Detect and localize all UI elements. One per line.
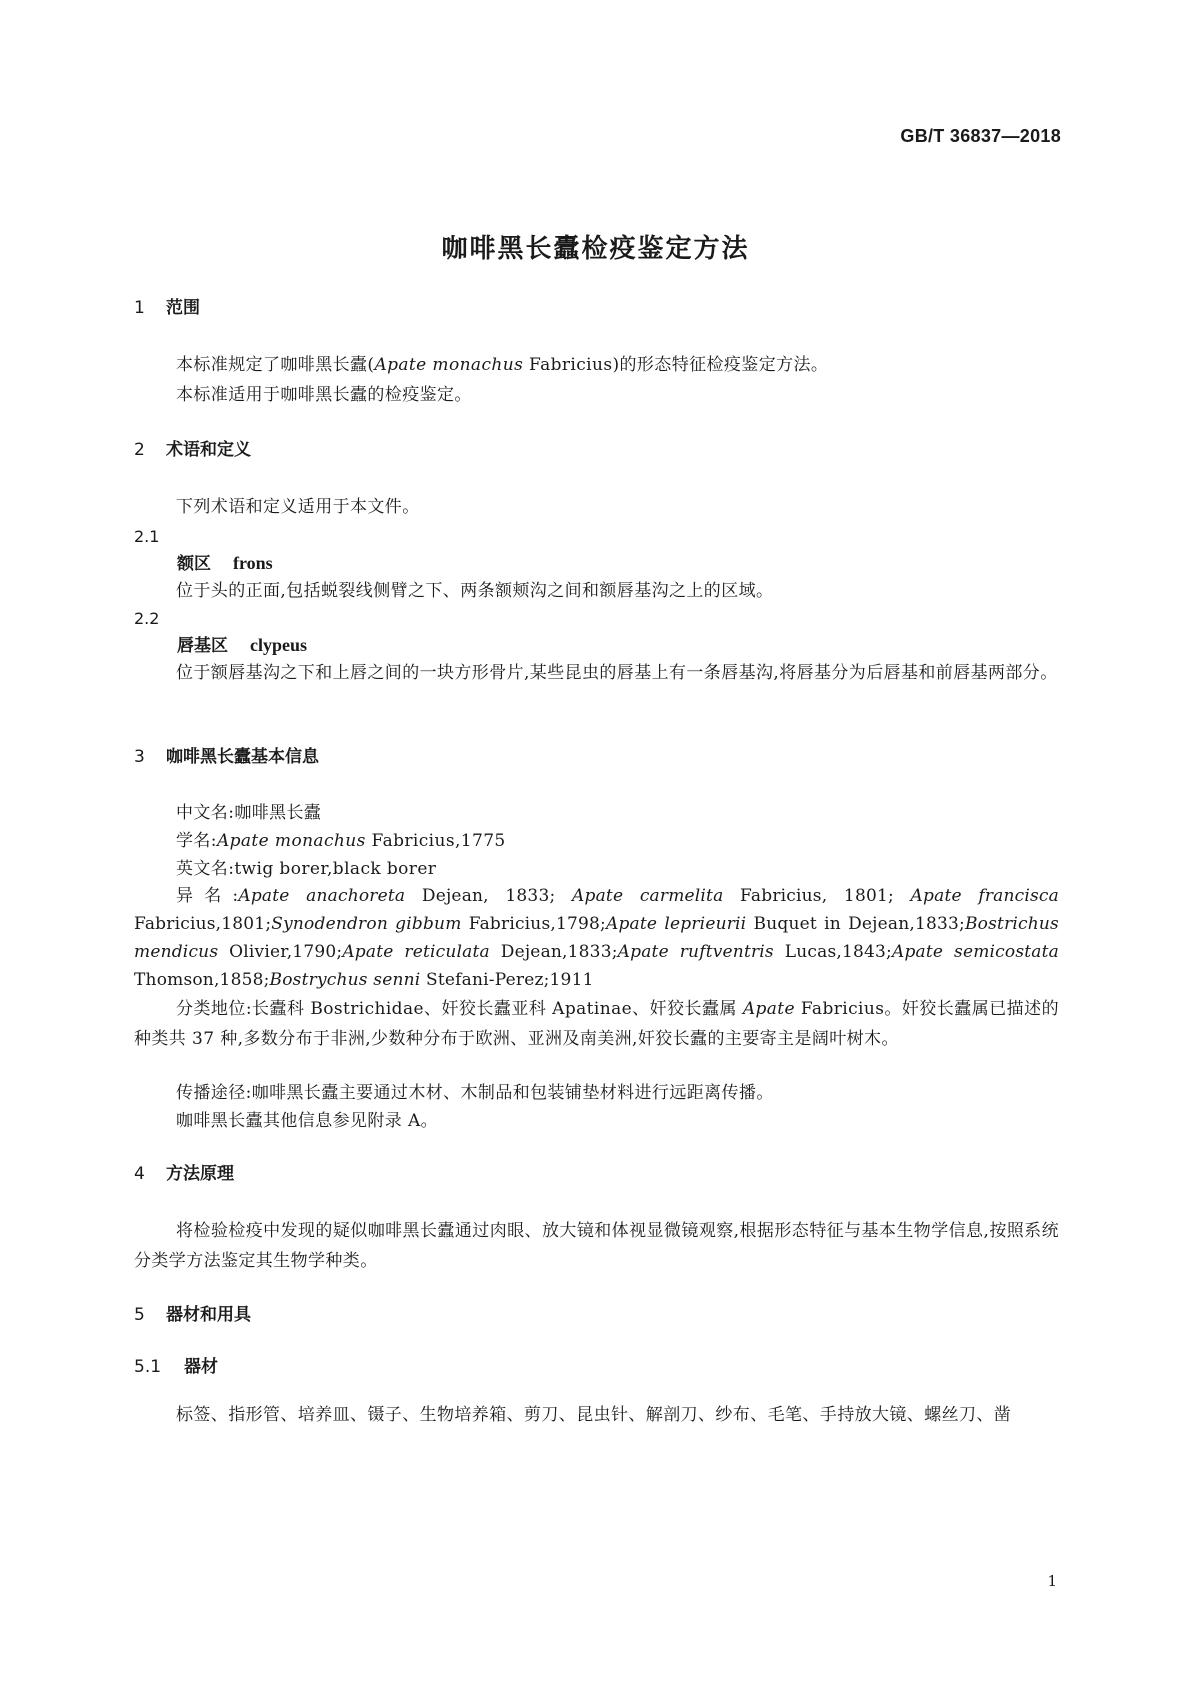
scope-paragraph-1: 本标准规定了咖啡黑长蠹(Apate monachus Fabricius)的形态特征检疫鉴定方法。 xyxy=(176,355,829,375)
section-title: 术语和定义 xyxy=(166,440,251,460)
section-number: 1 xyxy=(134,298,145,318)
term-number: 2.1 xyxy=(134,527,160,546)
section-title: 咖啡黑长蠹基本信息 xyxy=(166,747,319,767)
subsection-title: 器材 xyxy=(184,1357,218,1377)
term-clypeus-definition: 位于额唇基沟之下和上唇之间的一块方形骨片,某些昆虫的唇基上有一条唇基沟,将唇基分为后唇基和前唇基两部分。 xyxy=(176,663,1058,683)
subsection-number: 5.1 xyxy=(134,1357,162,1377)
section-1-heading xyxy=(134,297,1191,319)
term-number: 2.2 xyxy=(134,609,160,628)
term-frons-definition: 位于头的正面,包括蜕裂线侧臂之下、两条额颊沟之间和额唇基沟之上的区域。 xyxy=(176,581,774,601)
term-frons: 额区 frons xyxy=(177,553,273,574)
term-clypeus: 唇基区 clypeus xyxy=(177,635,308,656)
terms-intro: 下列术语和定义适用于本文件。 xyxy=(176,497,420,517)
scientific-name: Apate monachus xyxy=(374,355,524,375)
section-4-heading xyxy=(134,1163,1191,1185)
section-number: 2 xyxy=(134,440,145,460)
subsection-5-1-heading xyxy=(134,1356,1191,1378)
page-number: 1 xyxy=(1047,1572,1057,1590)
taxonomy-paragraph: 分类地位:长蠹科 Bostrichidae、奸狡长蠹亚科 Apatinae、奸狡长蠹属 Apate Fabricius。奸狡长蠹属已描述的种类共 37 种,多数分布于非洲,少数种分布于欧洲、亚洲及南美洲,奸狡长蠹的主要寄主是阔叶树木。 xyxy=(134,999,1059,1049)
section-2-heading xyxy=(134,439,1191,461)
section-title: 方法原理 xyxy=(166,1164,234,1184)
synonyms-paragraph: 异名:Apate anachoreta Dejean, 1833; Apate carmelita Fabricius, 1801; Apate francisca Fabricius,1801;Synodendron gibbum Fabricius,1798;Apate leprieurii Buquet in Dejean,1833;Bostrichus mendicus Olivier,1790;Apate reticulata Dejean,1833;Apate ruftventris Lucas,1843;Apate semicostata Thomson,1858;Bostrychus senni Stefani-Perez;1911 xyxy=(134,886,1059,990)
standard-code: GB/T 36837—2018 xyxy=(900,126,1061,146)
appendix-reference: 咖啡黑长蠹其他信息参见附录 A。 xyxy=(176,1111,439,1131)
english-name: 英文名:twig borer,black borer xyxy=(176,859,437,879)
section-title: 器材和用具 xyxy=(166,1305,251,1325)
spread-paragraph: 传播途径:咖啡黑长蠹主要通过木材、木制品和包装铺垫材料进行远距离传播。 xyxy=(176,1083,774,1103)
section-3-heading xyxy=(134,746,1191,768)
chinese-name: 中文名:咖啡黑长蠹 xyxy=(176,803,322,823)
equipment-paragraph: 标签、指形管、培养皿、镊子、生物培养箱、剪刀、昆虫针、解剖刀、纱布、毛笔、手持放大镜、螺丝刀、凿 xyxy=(176,1405,1012,1425)
section-number: 5 xyxy=(134,1305,145,1325)
scope-paragraph-2: 本标准适用于咖啡黑长蠹的检疫鉴定。 xyxy=(176,385,472,405)
document-title: 咖啡黑长蠹检疫鉴定方法 xyxy=(441,234,750,264)
section-number: 4 xyxy=(134,1164,145,1184)
principle-paragraph: 将检验检疫中发现的疑似咖啡黑长蠹通过肉眼、放大镜和体视显微镜观察,根据形态特征与基本生物学信息,按照系统分类学方法鉴定其生物学种类。 xyxy=(134,1221,1059,1271)
section-title: 范围 xyxy=(166,298,200,318)
scientific-name-line: 学名:Apate monachus Fabricius,1775 xyxy=(176,831,506,851)
section-number: 3 xyxy=(134,747,145,767)
section-5-heading xyxy=(134,1304,1191,1326)
